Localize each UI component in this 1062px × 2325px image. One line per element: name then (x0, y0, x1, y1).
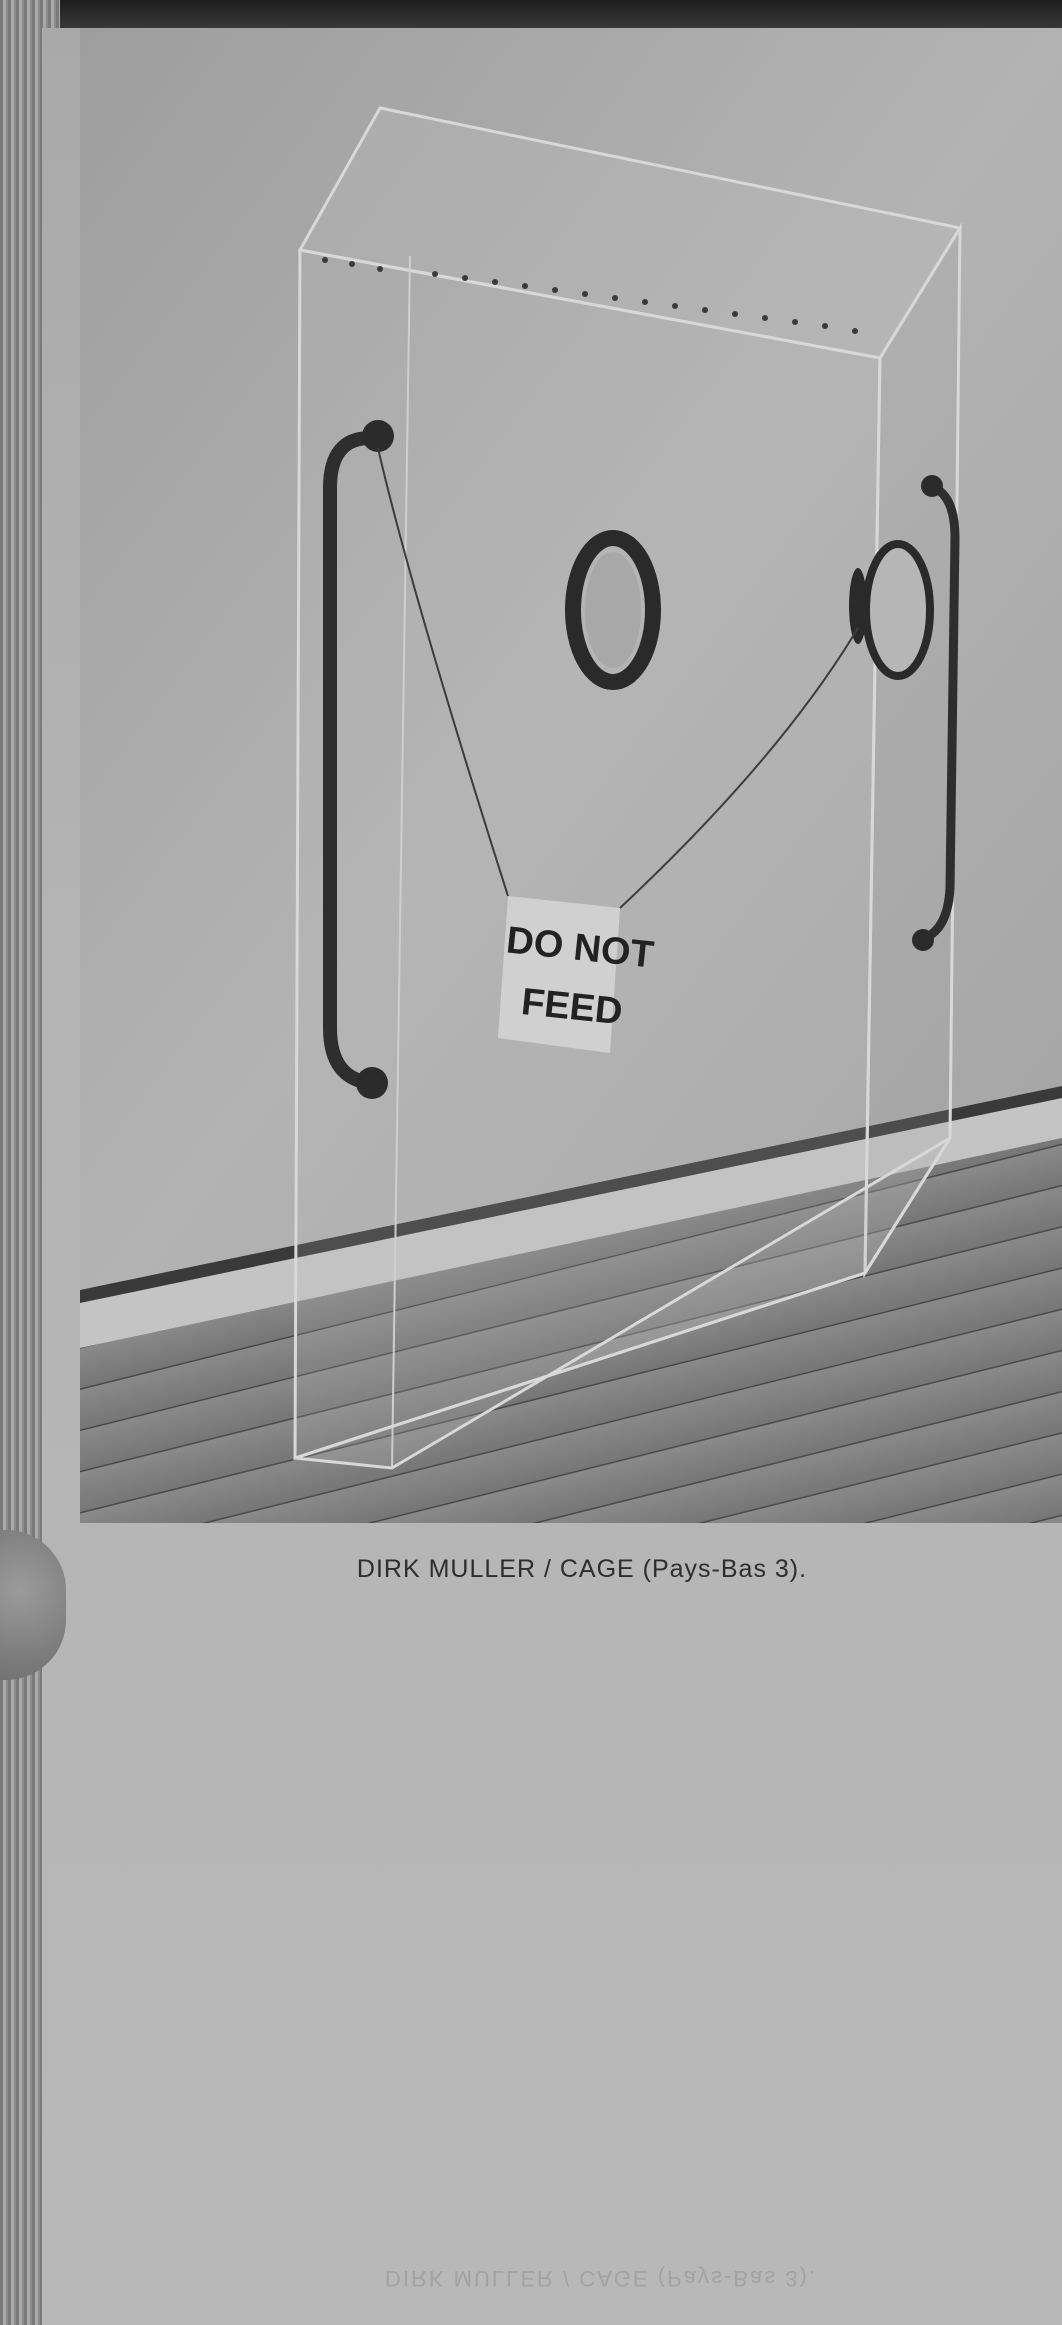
sign-line1: DO NOT (504, 919, 656, 977)
bleed-through-line: DIRK MULLER / CAGE (Pays-Bas 3). (385, 2266, 817, 2291)
caption-text: DIRK MULLER / CAGE (Pays-Bas 3). (356, 1555, 808, 1583)
book-top-shadow (0, 0, 1062, 30)
photo-caption (0, 1555, 1062, 1584)
bleed-through-text (0, 2255, 1062, 2291)
artwork-photograph (80, 28, 1062, 1523)
sign-line2: FEED (519, 980, 625, 1034)
porthole-ring (573, 538, 653, 682)
acrylic-cage (295, 108, 960, 1468)
